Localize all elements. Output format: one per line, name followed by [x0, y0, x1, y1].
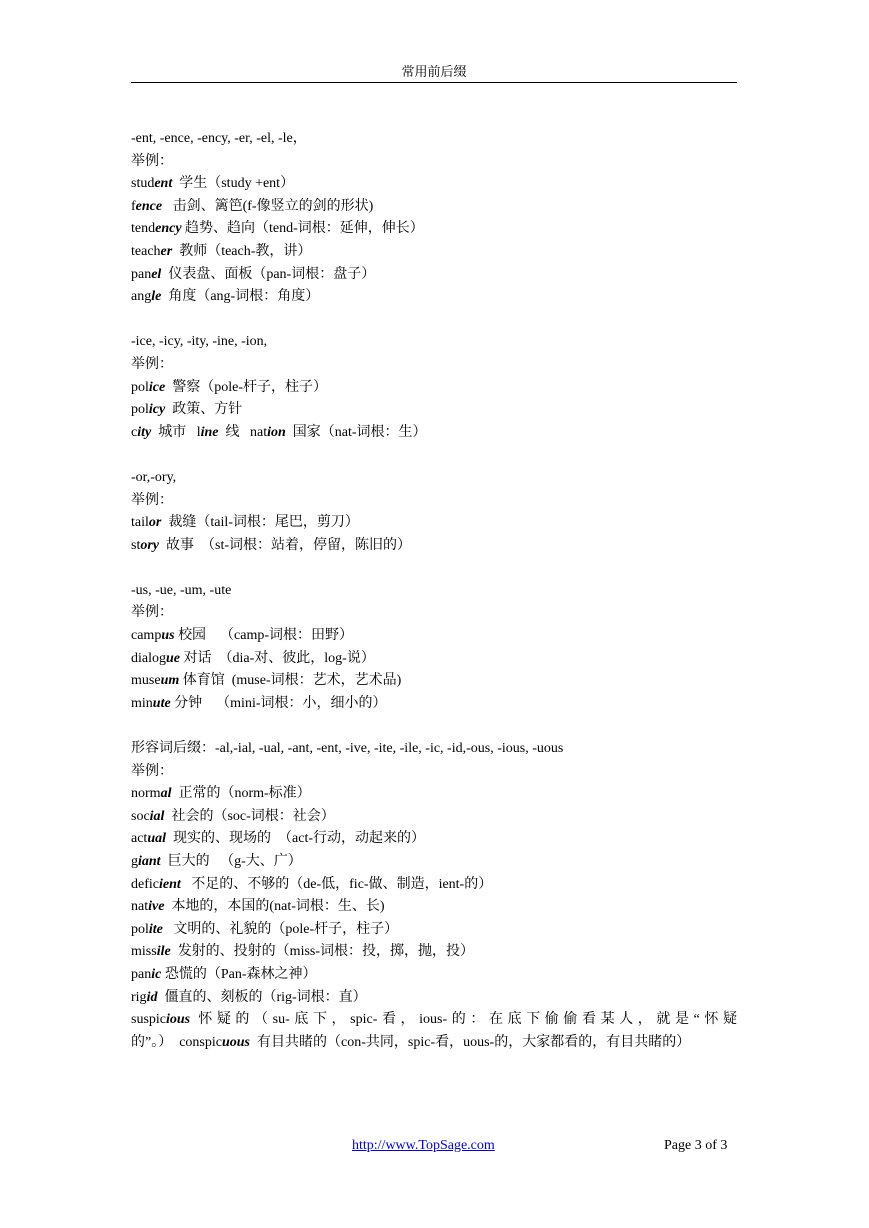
word-suffix: ual: [147, 831, 167, 847]
example-label: 举例：: [131, 492, 173, 508]
word-meaning: 警察（pole-杆子，柱子）: [165, 379, 327, 395]
example-entry: [131, 535, 737, 558]
word-stem: conspic: [179, 1034, 222, 1050]
word-meaning: 正常的（norm-标准）: [171, 786, 311, 802]
example-entry: [131, 173, 737, 196]
example-entry: [131, 218, 737, 241]
word-stem: tend: [131, 221, 156, 237]
word-suffix: ile: [156, 944, 171, 960]
word-meaning: 校园 （camp-词根：田野）: [174, 628, 354, 644]
blank-line: [131, 557, 737, 580]
example-entry: [131, 693, 737, 716]
example-entry: [131, 828, 737, 851]
example-entry: [131, 512, 737, 535]
word-meaning: 分钟 （mini-词根：小，细小的）: [170, 695, 387, 711]
example-entry: [131, 806, 737, 829]
word-suffix: id: [146, 989, 158, 1005]
word-stem: act: [131, 831, 148, 847]
word-stem: nat: [250, 424, 268, 440]
example-entry: [131, 264, 737, 287]
word-suffix: ion: [267, 424, 286, 440]
example-entry: [131, 377, 737, 400]
word-stem: camp: [131, 628, 162, 644]
word-suffix: iant: [138, 854, 161, 869]
word-meaning: 体育馆 (muse-词根：艺术，艺术品): [179, 673, 402, 689]
word-suffix: ory: [140, 537, 160, 553]
word-stem: ang: [131, 289, 152, 305]
word-meaning: 击剑、篱笆(f-像竖立的剑的形状): [162, 198, 374, 214]
word-meaning: 本地的，本国的(nat-词根：生、长): [164, 899, 385, 915]
word-stem: miss: [131, 944, 157, 960]
example-entry: [131, 196, 737, 219]
word-suffix: ence: [135, 198, 163, 214]
word-stem: stud: [131, 176, 155, 192]
word-suffix: ite: [148, 921, 163, 937]
word-meaning: 故事 （st-词根：站着，停留，陈旧的）: [159, 537, 412, 553]
example-entry: [131, 964, 737, 987]
word-meaning: 政策、方针: [165, 402, 243, 418]
word-stem: pol: [131, 379, 149, 395]
suffix-heading: -ent, -ence, -ency, -er, -el, -le，: [131, 131, 307, 146]
word-meaning: 僵直的、刻板的（rig-词根：直）: [157, 989, 367, 1005]
word-stem: pol: [131, 921, 149, 937]
example-entry: [131, 399, 737, 422]
word-meaning: 国家（nat-词根：生）: [285, 424, 427, 440]
example-entry: [131, 941, 737, 964]
example-entry: [131, 422, 737, 445]
blank-line: [131, 309, 737, 332]
example-entry: [131, 670, 737, 693]
page-header-title: 常用前后缀: [401, 64, 467, 79]
footer-page-number: Page 3 of 3: [664, 1138, 728, 1153]
word-meaning: 学生（study +ent）: [172, 176, 295, 192]
example-entry: [131, 625, 737, 648]
word-stem: norm: [131, 786, 161, 802]
word-stem: c: [131, 424, 138, 440]
word-suffix: ent: [154, 176, 173, 192]
word-meaning: 巨大的 （g-大、广）: [160, 854, 302, 869]
word-suffix: ial: [149, 808, 165, 824]
word-suffix: icy: [148, 402, 166, 418]
word-meaning: 线: [218, 424, 250, 440]
word-suffix: us: [161, 628, 175, 644]
example-entry: [131, 648, 737, 671]
word-meaning: 不足的、不够的（de-低，fic-做、制造，ient-的）: [180, 876, 493, 892]
example-entry: [131, 919, 737, 942]
word-suffix: ency: [155, 221, 182, 237]
word-meaning: 的”。）: [131, 1034, 180, 1050]
example-entry: [131, 1032, 737, 1055]
example-label: 举例：: [131, 153, 173, 169]
word-suffix: uous: [221, 1034, 251, 1050]
example-entry: [131, 896, 737, 919]
word-stem: pan: [131, 266, 152, 282]
header-divider: [131, 82, 737, 83]
word-suffix: or: [148, 515, 162, 531]
example-entry: [131, 1009, 737, 1032]
example-entry: [131, 783, 737, 806]
example-entry: [131, 241, 737, 264]
example-entry: [131, 874, 737, 897]
word-suffix: ic: [151, 966, 162, 982]
suffix-heading: 形容词后缀：-al,-ial, -ual, -ant, -ent, -ive, -ite, -ile, -ic, -id,-ous, -ious, -uous: [131, 741, 564, 757]
word-stem: suspic: [131, 1012, 166, 1028]
footer-website-link[interactable]: http://www.TopSage.com: [352, 1138, 495, 1153]
example-label: 举例：: [131, 356, 173, 372]
blank-line: [131, 715, 737, 738]
word-stem: soc: [131, 808, 150, 824]
word-stem: teach: [131, 243, 161, 259]
example-label: 举例：: [131, 763, 173, 779]
word-suffix: ute: [152, 695, 171, 711]
example-entry: [131, 987, 737, 1010]
word-suffix: le: [151, 289, 162, 305]
example-label: 举例：: [131, 605, 173, 621]
word-meaning: 趋势、趋向（tend-词根：延伸，伸长）: [181, 221, 424, 237]
word-stem: pan: [131, 966, 152, 982]
word-meaning: 角度（ang-词根：角度）: [161, 289, 320, 305]
word-stem: nat: [131, 899, 149, 915]
word-meaning: 城市: [151, 424, 197, 440]
word-stem: rig: [131, 989, 147, 1005]
word-meaning: 现实的、现场的 （act-行动，动起来的）: [166, 831, 425, 847]
word-suffix: ient: [158, 876, 181, 892]
document-body: [131, 128, 737, 1054]
word-stem: st: [131, 537, 141, 553]
word-suffix: ive: [148, 899, 165, 915]
word-meaning: 教师（teach-教，讲）: [172, 243, 312, 259]
word-stem: pol: [131, 402, 149, 418]
suffix-heading: -us, -ue, -um, -ute: [131, 582, 232, 598]
word-stem: min: [131, 695, 153, 711]
word-meaning: 怀疑的（su-底下，spic-看，ious-的：在底下偷偷看某人，就是“怀疑: [190, 1012, 737, 1028]
word-stem: tail: [131, 515, 149, 531]
example-entry: [131, 851, 737, 874]
word-suffix: ice: [148, 379, 166, 395]
word-meaning: 对话 （dia-对、彼此，log-说）: [180, 650, 375, 666]
word-meaning: 发射的、投射的（miss-词根：投，掷，抛，投）: [170, 944, 475, 960]
word-suffix: el: [151, 266, 162, 282]
word-stem: l: [196, 424, 201, 440]
word-meaning: 仪表盘、面板（pan-词根：盘子）: [161, 266, 376, 282]
word-meaning: 裁缝（tail-词根：尾巴，剪刀）: [161, 515, 359, 531]
blank-line: [131, 444, 737, 467]
suffix-heading: -or,-ory,: [131, 469, 177, 485]
word-suffix: ine: [200, 424, 219, 440]
word-suffix: um: [160, 673, 180, 689]
word-stem: defic: [131, 876, 159, 892]
word-stem: g: [131, 854, 138, 869]
word-suffix: ue: [166, 650, 180, 666]
word-meaning: 社会的（soc-词根：社会）: [164, 808, 335, 824]
word-meaning: 文明的、礼貌的（pole-杆子，柱子）: [162, 921, 399, 937]
word-suffix: ity: [137, 424, 152, 440]
word-stem: f: [131, 198, 136, 214]
word-stem: muse: [131, 673, 161, 689]
example-entry: [131, 286, 737, 309]
word-suffix: al: [160, 786, 172, 802]
word-stem: dialog: [131, 650, 166, 666]
suffix-heading: -ice, -icy, -ity, -ine, -ion,: [131, 334, 268, 350]
word-meaning: 有目共睹的（con-共同，spic-看，uous-的，大家都看的，有目共睹的）: [250, 1034, 691, 1050]
word-suffix: ious: [166, 1012, 191, 1028]
word-suffix: er: [160, 243, 173, 259]
word-meaning: 恐慌的（Pan-森林之神）: [161, 966, 317, 982]
